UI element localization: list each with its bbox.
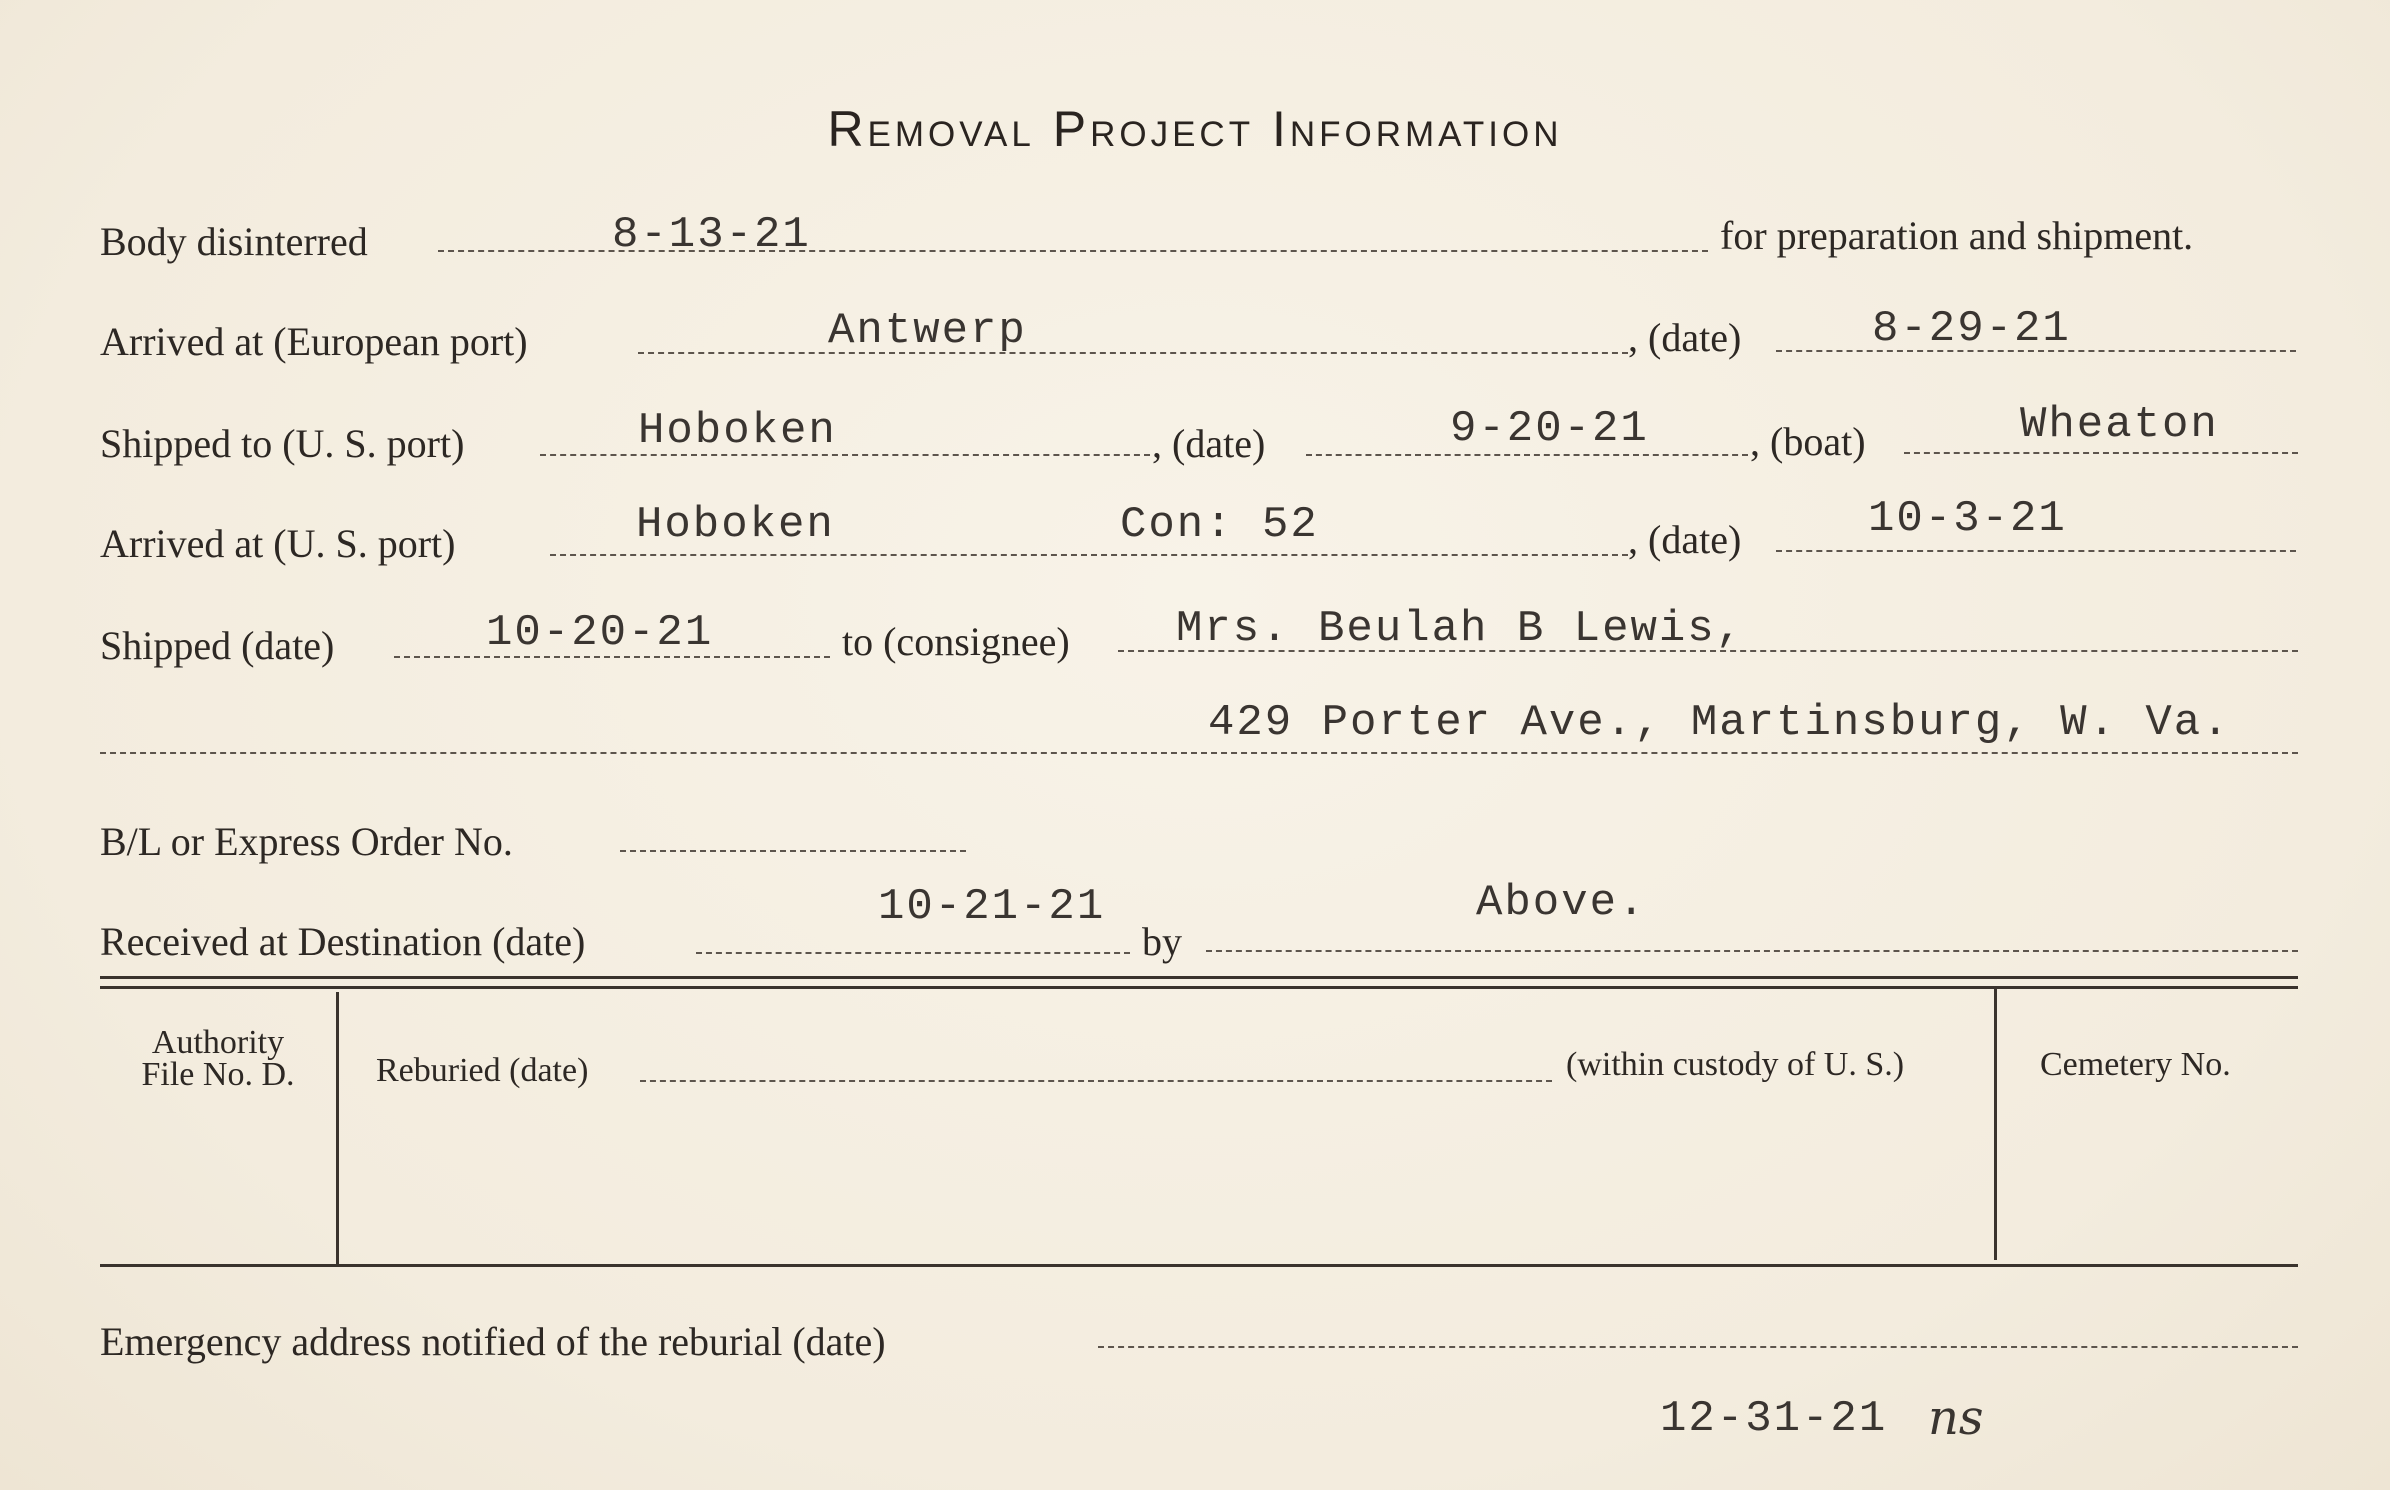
address-value: 429 Porter Ave., Martinsburg, W. Va. — [1208, 698, 2231, 748]
arrived-european-label: Arrived at (European port) — [100, 319, 528, 364]
box-divider-left — [336, 992, 339, 1266]
reburied-line — [640, 1080, 1552, 1082]
box-bottom-rule — [100, 1264, 2298, 1267]
address-line — [100, 752, 2298, 754]
disinterred-date-value: 8-13-21 — [612, 210, 811, 260]
emergency-line — [1098, 1346, 2298, 1348]
arrived-us-line — [550, 554, 1628, 556]
boat-value: Wheaton — [2020, 400, 2219, 450]
emergency-label: Emergency address notified of the reburial (date) — [100, 1319, 886, 1364]
box-top-rule-2 — [100, 986, 2298, 989]
us-port-shipped-value: Hoboken — [638, 406, 837, 456]
us-port-shipped-line — [540, 454, 1150, 456]
card-title: Removal Project Information — [827, 101, 1563, 157]
shipped-to-label: Shipped to (U. S. port) — [100, 421, 465, 466]
european-date-value: 8-29-21 — [1872, 304, 2071, 354]
consignee-label: to (consignee) — [842, 619, 1070, 664]
us-ship-date-line — [1306, 454, 1748, 456]
shipped-date-label: Shipped (date) — [100, 623, 335, 668]
box-divider-right — [1994, 986, 1997, 1260]
consignee-value: Mrs. Beulah B Lewis, — [1176, 604, 1745, 654]
authority-label-1: Authority — [151, 1024, 285, 1061]
arrived-date-label: , (date) — [1628, 517, 1742, 562]
shipped-date-value: 10-20-21 — [486, 608, 714, 658]
cemetery-no-label: Cemetery No. — [2040, 1046, 2231, 1083]
received-date-value: 10-21-21 — [878, 882, 1106, 932]
bl-order-line — [620, 850, 966, 852]
body-disinterred-label: Body disinterred — [100, 219, 368, 264]
received-by-line — [1206, 950, 2298, 952]
for-preparation-label: for preparation and shipment. — [1720, 213, 2194, 258]
con-value: Con: 52 — [1120, 500, 1319, 550]
us-ship-date-value: 9-20-21 — [1450, 404, 1649, 454]
boat-label: , (boat) — [1750, 419, 1866, 464]
within-custody-label: (within custody of U. S.) — [1566, 1046, 1905, 1083]
by-label: by — [1142, 919, 1182, 964]
arrived-date-value: 10-3-21 — [1868, 494, 2067, 544]
european-port-line — [638, 352, 1628, 354]
european-port-value: Antwerp — [828, 306, 1027, 356]
received-destination-label: Received at Destination (date) — [100, 919, 586, 964]
arrived-date-line — [1776, 550, 2296, 552]
arrived-us-label: Arrived at (U. S. port) — [100, 521, 456, 566]
box-top-rule-1 — [100, 976, 2298, 979]
us-ship-date-label: , (date) — [1152, 421, 1266, 466]
received-date-line — [696, 952, 1130, 954]
received-by-value: Above. — [1476, 878, 1647, 928]
emergency-date-value: 12-31-21 — [1660, 1394, 1888, 1444]
authority-label-2: File No. D. — [141, 1056, 295, 1093]
european-date-label: , (date) — [1628, 315, 1742, 360]
us-port-arrived-value: Hoboken — [636, 500, 835, 550]
bl-order-label: B/L or Express Order No. — [100, 819, 513, 864]
initials-signature: ns — [1928, 1390, 1984, 1446]
boat-line — [1904, 452, 2298, 454]
reburied-label: Reburied (date) — [376, 1052, 589, 1089]
